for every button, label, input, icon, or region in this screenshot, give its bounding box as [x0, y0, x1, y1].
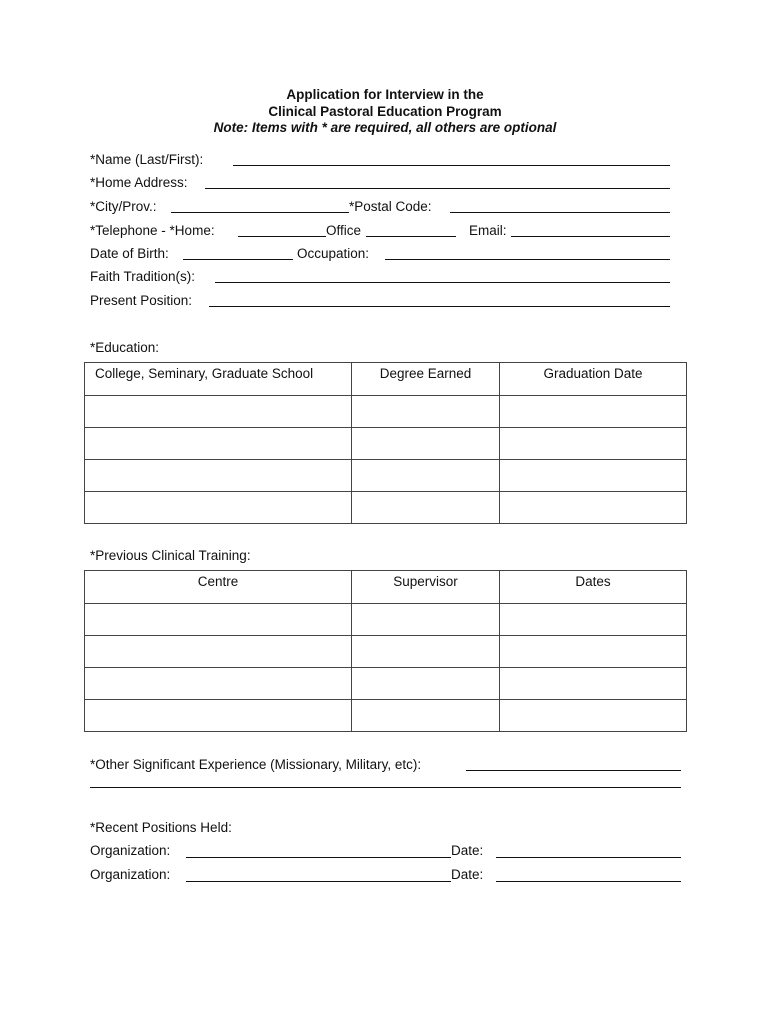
telephone-home-label: *Telephone - *Home: [90, 223, 215, 238]
clinical-col-supervisor: Supervisor [352, 571, 500, 604]
position-date-label: Date: [451, 867, 484, 882]
clinical-col-centre: Centre [85, 571, 352, 604]
form-note: Note: Items with * are required, all others are optional [213, 120, 557, 135]
education-col-degree: Degree Earned [352, 363, 500, 396]
faith-field[interactable] [215, 282, 670, 283]
clinical-centre-cell[interactable] [85, 604, 352, 636]
clinical-dates-cell[interactable] [500, 668, 687, 700]
education-school-cell[interactable] [85, 492, 352, 524]
city-label: *City/Prov.: [90, 199, 157, 214]
education-date-cell[interactable] [500, 396, 687, 428]
other-experience-field[interactable] [466, 770, 681, 771]
position-date-field[interactable] [496, 857, 681, 858]
table-row [85, 700, 687, 732]
organization-field[interactable] [186, 881, 451, 882]
other-experience-field-line-2[interactable] [90, 787, 681, 788]
education-degree-cell[interactable] [352, 396, 500, 428]
occupation-field[interactable] [385, 259, 670, 260]
occupation-label: Occupation: [297, 246, 370, 261]
education-date-cell[interactable] [500, 428, 687, 460]
home-address-label: *Home Address: [90, 175, 188, 190]
email-field[interactable] [511, 236, 670, 237]
dob-field[interactable] [183, 259, 293, 260]
education-school-cell[interactable] [85, 428, 352, 460]
clinical-dates-cell[interactable] [500, 604, 687, 636]
table-row [85, 396, 687, 428]
telephone-home-field[interactable] [238, 236, 326, 237]
clinical-supervisor-cell[interactable] [352, 604, 500, 636]
position-date-label: Date: [451, 843, 484, 858]
education-date-cell[interactable] [500, 460, 687, 492]
education-degree-cell[interactable] [352, 460, 500, 492]
clinical-dates-cell[interactable] [500, 700, 687, 732]
present-position-field[interactable] [209, 306, 670, 307]
clinical-centre-cell[interactable] [85, 636, 352, 668]
clinical-dates-cell[interactable] [500, 636, 687, 668]
organization-label: Organization: [90, 867, 171, 882]
education-school-cell[interactable] [85, 460, 352, 492]
recent-positions-label: *Recent Positions Held: [90, 820, 232, 835]
education-label: *Education: [90, 340, 160, 355]
postal-code-label: *Postal Code: [349, 199, 432, 214]
education-degree-cell[interactable] [352, 428, 500, 460]
home-address-field[interactable] [205, 188, 670, 189]
name-field[interactable] [233, 165, 670, 166]
form-title-line-1: Application for Interview in the [286, 87, 484, 102]
clinical-centre-cell[interactable] [85, 668, 352, 700]
education-school-cell[interactable] [85, 396, 352, 428]
clinical-centre-cell[interactable] [85, 700, 352, 732]
table-row [85, 460, 687, 492]
table-row [85, 492, 687, 524]
dob-label: Date of Birth: [90, 246, 169, 261]
postal-code-field[interactable] [450, 212, 670, 213]
table-row [85, 428, 687, 460]
education-table [84, 362, 687, 524]
table-row [85, 636, 687, 668]
faith-label: Faith Tradition(s): [90, 269, 196, 284]
clinical-supervisor-cell[interactable] [352, 636, 500, 668]
education-col-school: College, Seminary, Graduate School [85, 363, 352, 396]
clinical-supervisor-cell[interactable] [352, 700, 500, 732]
office-label: Office [326, 223, 362, 238]
clinical-training-table [84, 570, 687, 732]
organization-field[interactable] [186, 857, 451, 858]
education-date-cell[interactable] [500, 492, 687, 524]
present-position-label: Present Position: [90, 293, 193, 308]
city-field[interactable] [171, 212, 349, 213]
organization-label: Organization: [90, 843, 171, 858]
clinical-col-dates: Dates [500, 571, 687, 604]
form-title-line-2: Clinical Pastoral Education Program [268, 104, 502, 119]
table-row [85, 604, 687, 636]
clinical-header-row [85, 571, 687, 604]
education-header-row [85, 363, 687, 396]
name-label: *Name (Last/First): [90, 152, 204, 167]
clinical-supervisor-cell[interactable] [352, 668, 500, 700]
education-col-date: Graduation Date [500, 363, 687, 396]
position-date-field[interactable] [496, 881, 681, 882]
email-label: Email: [469, 223, 507, 238]
education-degree-cell[interactable] [352, 492, 500, 524]
clinical-training-label: *Previous Clinical Training: [90, 548, 251, 563]
table-row [85, 668, 687, 700]
office-field[interactable] [366, 236, 456, 237]
other-experience-label: *Other Significant Experience (Missionary, Military, etc): [90, 757, 422, 772]
